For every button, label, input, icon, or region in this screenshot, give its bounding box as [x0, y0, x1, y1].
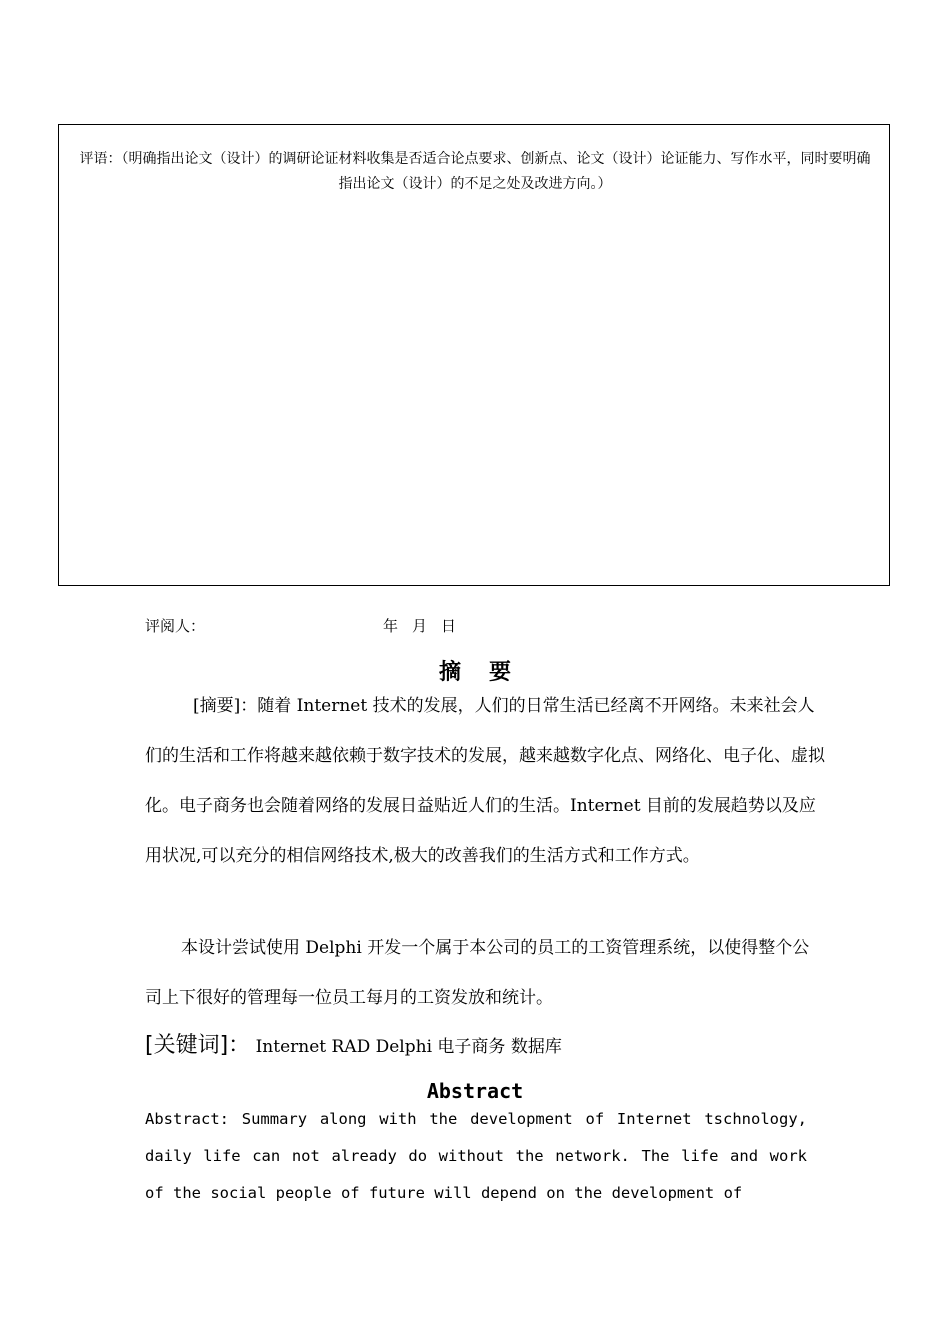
abstract-title-en: Abstract — [426, 1079, 524, 1103]
keywords-line — [145, 1028, 562, 1059]
day-label: 日 — [441, 617, 457, 635]
abstract-paragraph-2: 本设计尝试使用 Delphi 开发一个属于本公司的员工的工资管理系统，以使得整个公司上下很好的管理每一位员工每月的工资发放和统计。 — [145, 938, 810, 1008]
keywords-label: [关键词]： — [145, 1033, 251, 1058]
abstract-title-cn: 摘要 — [438, 660, 539, 685]
review-instruction: 评语：（明确指出论文（设计）的调研论证材料收集是否适合论点要求、创新点、论文（设计）论证能力、写作水平，同时要明确指出论文（设计）的不足之处及改进方向。） — [79, 151, 871, 192]
year-label: 年 — [383, 617, 399, 635]
review-comment-box — [58, 124, 890, 586]
month-label: 月 — [412, 617, 428, 635]
abstract-paragraph-1: [摘要]：随着 Internet 技术的发展，人们的日常生活已经离不开网络。未来社会人们的生活和工作将越来越依赖于数字技术的发展，越来越数字化点、网络化、电子化、虚拟化。电子商务也会随着网络的发展日益贴近人们的生活。Internet 目前的发展趋势以及应用状况,可以充分的相信网络技术,极大的改善我们的生活方式和工作方式。 — [145, 696, 825, 866]
abstract-text-en: Abstract: Summary along with the development of Internet tschnology, daily life can not already do without the network. The life and work of the social people of future will depend on the development of — [145, 1110, 807, 1202]
reviewer-signature-line — [145, 615, 457, 636]
keywords-text: Internet RAD Delphi 电子商务 数据库 — [255, 1037, 562, 1057]
review-date — [383, 615, 470, 636]
reviewer-label: 评阅人： — [145, 617, 206, 635]
